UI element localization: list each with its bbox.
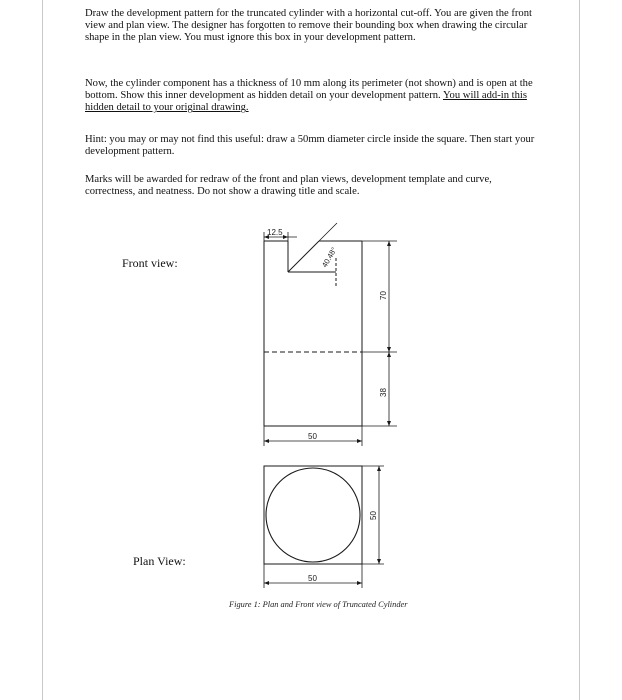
dim-text-height-upper: 70 — [379, 291, 388, 300]
marks-paragraph: Marks will be awarded for redraw of the front and plan views, development template and curve, correctness, and neatness. Do not show a drawing title and scale. — [85, 174, 492, 198]
front-view-label: Front view: — [122, 256, 178, 270]
document-page — [43, 0, 578, 700]
dim-text-height-lower: 38 — [379, 388, 388, 397]
plan-circle — [266, 468, 360, 562]
paragraph-2-underlined: You will add-in this hidden detail to your original drawing. — [85, 90, 527, 114]
dim-text-front-width: 50 — [308, 432, 317, 441]
right-margin — [579, 0, 622, 700]
plan-bounding-box — [264, 466, 362, 564]
plan-view-label: Plan View: — [133, 554, 186, 568]
dimension-vertical — [362, 241, 397, 426]
chamfer-extension — [319, 223, 337, 241]
technical-drawing — [43, 0, 578, 700]
paragraph-2-text: Now, the cylinder component has a thickness of 10 mm along its perimeter (not shown) and is open at the bottom. Show this inner development as hidden detail on your development pattern. — [85, 78, 533, 102]
arrowheads — [264, 235, 391, 585]
dim-text-top-width: 12.5 — [267, 228, 283, 237]
figure-caption: Figure 1: Plan and Front view of Truncated Cylinder — [229, 600, 408, 609]
dim-text-plan-width: 50 — [308, 574, 317, 583]
left-margin — [0, 0, 43, 700]
instruction-paragraph-1: Draw the development pattern for the truncated cylinder with a horizontal cut-off. You are given the front view and plan view. The designer has forgotten to remove their bounding box when drawing the circular shape in the plan view. You must ignore this box in your development pattern. — [85, 8, 532, 44]
front-view-outline — [264, 241, 362, 426]
dim-text-chamfer: 40.48° — [319, 245, 339, 269]
dim-text-plan-side: 50 — [369, 511, 378, 520]
hint-paragraph: Hint: you may or may not find this useful: draw a 50mm diameter circle inside the square. Then start your development pattern. — [85, 134, 535, 158]
